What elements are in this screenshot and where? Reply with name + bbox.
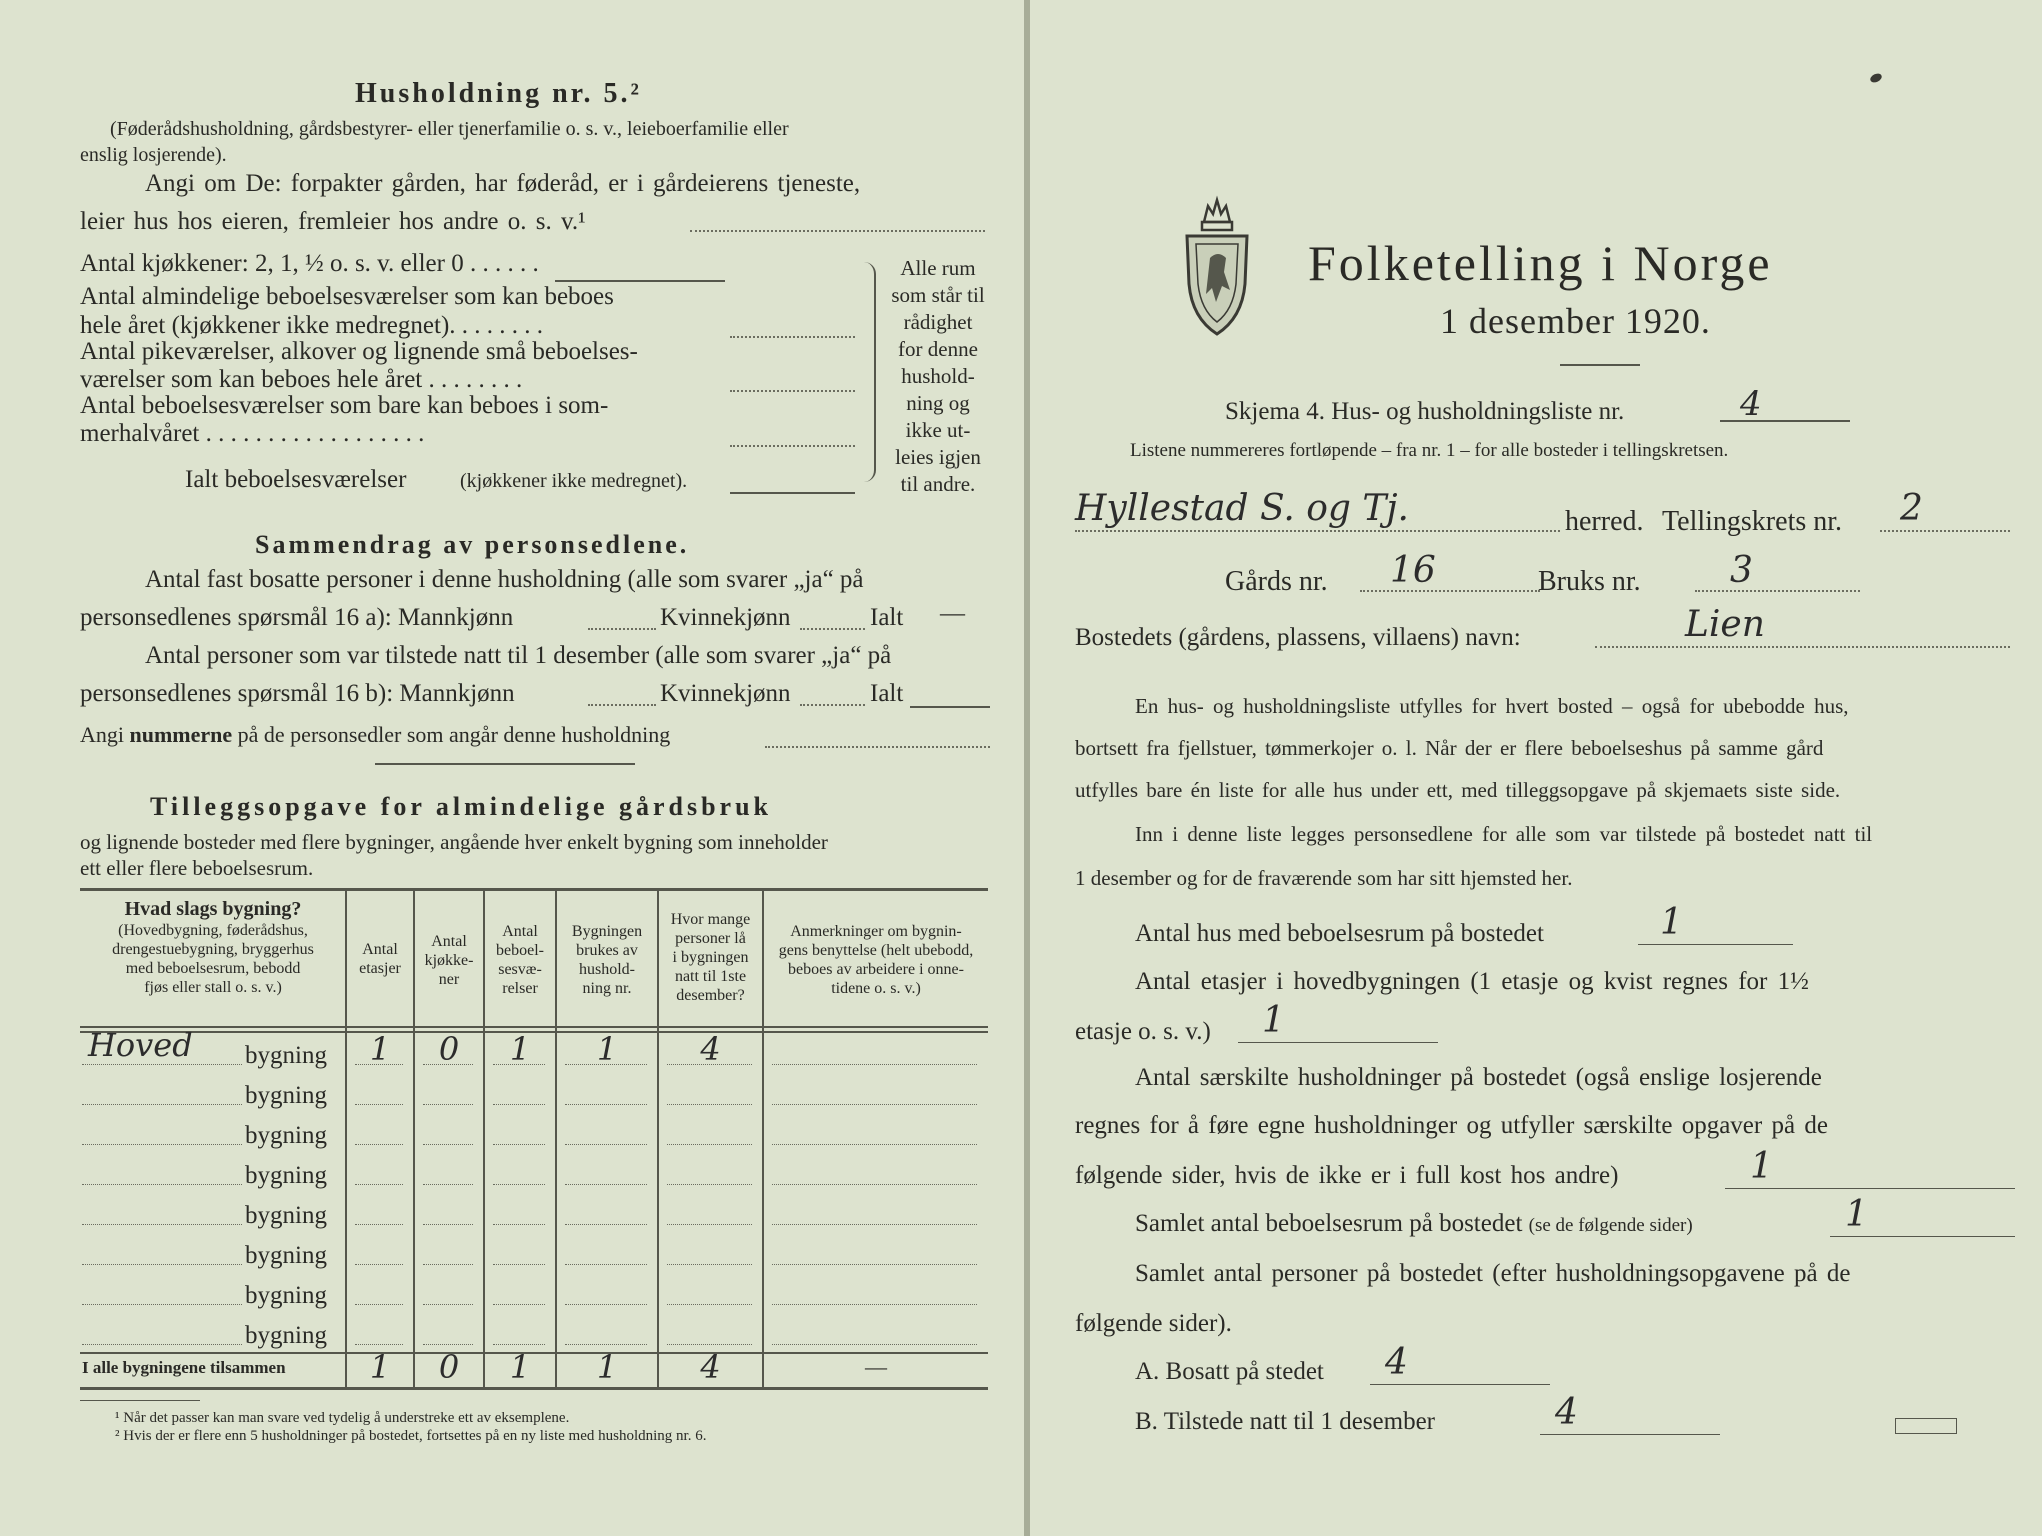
cell-dotted-line (423, 1184, 473, 1185)
cell-dotted-line (772, 1224, 977, 1225)
kvinnekjonn-label: Kvinnekjønn (660, 680, 791, 707)
col-header-line: Antal (431, 933, 467, 950)
cell-kjokkener: 0 (438, 1030, 460, 1068)
answer-line (1370, 1384, 1550, 1385)
col-header-line: med beboelsesrum, bebodd (125, 960, 301, 977)
cell-dotted-line (667, 1344, 752, 1345)
bygning-label: bygning (245, 1162, 327, 1189)
col-header-line: beboel- (496, 942, 544, 959)
bosted-value: Lien (1685, 604, 1765, 645)
cell-husholdning: 1 (596, 1030, 618, 1068)
q-hus: Antal hus med beboelsesrum på bostedet (1135, 920, 1544, 947)
household-title: Husholdning nr. 5.² (355, 78, 642, 109)
tilstede-label: B. Tilstede natt til 1 desember (1135, 1408, 1435, 1435)
building-name: Hoved (88, 1026, 193, 1064)
row-dotted-line (82, 1344, 242, 1345)
brace-note-line: til andre. (900, 472, 976, 496)
rooms-summer-2: merhalvåret . . . . . . . . . . . . . . . . . . (80, 420, 425, 447)
col-header-line: brukes av (576, 942, 638, 959)
q-rum (1135, 1210, 1693, 1238)
cell-dotted-line (493, 1144, 545, 1145)
form-title: Folketelling i Norge (1308, 235, 1773, 291)
col-header-line: etasjer (359, 960, 401, 977)
col-header-husholdning (557, 922, 657, 998)
cell-dotted-line (493, 1184, 545, 1185)
brace-note-line: rådighet (903, 310, 973, 334)
cell-dotted-line (565, 1064, 647, 1065)
cell-dotted-line (667, 1064, 752, 1065)
answer-line (1595, 646, 2010, 648)
ialt-line (910, 706, 990, 708)
instruction-4: Inn i denne liste legges personsedlene for alle som var tilstede på bostedet natt til (1135, 822, 1873, 846)
answer-line (1075, 530, 1560, 532)
row-dotted-line (82, 1264, 242, 1265)
answer-line (1695, 590, 1860, 592)
herred-value: Hyllestad S. og Tj. (1075, 488, 1410, 529)
summary-title: Sammendrag av personsedlene. (255, 530, 690, 559)
cell-dotted-line (772, 1344, 977, 1345)
cell-dotted-line (355, 1224, 403, 1225)
col-header-kjokkener (415, 932, 483, 989)
bygning-label: bygning (245, 1322, 327, 1349)
col-header-personer (659, 910, 762, 1005)
cell-dotted-line (423, 1304, 473, 1305)
supp-sub-1: og lignende bosteder med flere bygninger, angående hver enkelt bygning som inneholder (80, 830, 828, 854)
cell-dotted-line (565, 1104, 647, 1105)
q-personer-2: følgende sider). (1075, 1310, 1232, 1337)
q-husholdninger-3: følgende sider, hvis de ikke er i full kost hos andre) (1075, 1162, 1619, 1189)
cell-dotted-line (493, 1064, 545, 1065)
tilstede-value: 4 (1555, 1392, 1578, 1433)
cell-dotted-line (355, 1264, 403, 1265)
answer-line (730, 445, 855, 447)
row-dotted-line (82, 1064, 242, 1065)
cell-dotted-line (355, 1184, 403, 1185)
q-husholdninger: Antal særskilte husholdninger på bostedet (også enslige losjerende (1135, 1064, 1822, 1091)
divider (375, 763, 635, 765)
brace-note-line: for denne (898, 337, 978, 361)
answer-line (800, 704, 865, 706)
angi-text: Angi om De: forpakter gården, har føderåd, er i gårdeierens tjeneste, (145, 170, 861, 197)
col-header-etasjer (347, 940, 413, 978)
form-date: 1 desember 1920. (1440, 301, 1711, 341)
ialt-label: Ialt (870, 680, 904, 707)
supp-title: Tilleggsopgave for almindelige gårdsbruk (150, 792, 773, 821)
col-header-line: Antal (362, 941, 398, 958)
rooms-small-2: værelser som kan beboes hele året . . . . . . . . (80, 366, 523, 393)
cell-dotted-line (772, 1264, 977, 1265)
cell-dotted-line (772, 1144, 977, 1145)
household-note-2: enslig losjerende). (80, 144, 227, 166)
col-header-line: beboes av arbeidere i onne- (788, 961, 964, 978)
q-personer: Samlet antal personer på bostedet (efter husholdningsopgavene på de (1135, 1260, 1851, 1287)
brace-note-line: leies igjen (895, 445, 981, 469)
footnote-1: ¹ Når det passer kan man svare ved tydelig å understreke ett av eksemplene. (115, 1410, 570, 1426)
rooms-ordinary: Antal almindelige beboelsesværelser som kan beboes (80, 283, 614, 310)
q-hus-value: 1 (1660, 902, 1683, 943)
answer-line (588, 704, 656, 706)
cell-dotted-line (423, 1344, 473, 1345)
total-row-label: I alle bygningene tilsammen (82, 1358, 286, 1377)
cell-dotted-line (667, 1184, 752, 1185)
q-rum-label: Samlet antal beboelsesrum på bostedet (1135, 1210, 1523, 1237)
angi-text-2: leier hus hos eieren, fremleier hos andre o. s. v.¹ (80, 208, 586, 235)
bruks-value: 3 (1730, 550, 1753, 591)
cell-dotted-line (772, 1184, 977, 1185)
cell-dotted-line (565, 1344, 647, 1345)
ialt-value: — (940, 600, 965, 627)
answer-line (555, 280, 725, 282)
col-header-type (82, 900, 344, 997)
cell-dotted-line (565, 1264, 647, 1265)
cell-personer: 4 (700, 1030, 721, 1068)
ialt-label: Ialt (870, 604, 904, 631)
cell-dotted-line (355, 1304, 403, 1305)
ink-spot (1869, 72, 1883, 84)
col-header-line: tidene o. s. v.) (831, 980, 921, 997)
bruks-label: Bruks nr. (1538, 566, 1641, 597)
cell-dotted-line (565, 1144, 647, 1145)
rooms-ordinary-2: hele året (kjøkkener ikke medregnet). . . . . . . . (80, 312, 544, 339)
brace-note-line: hushold- (901, 364, 975, 388)
listene-note: Listene nummereres fortløpende – fra nr. 1 – for alle bosteder i tellingskretsen. (1130, 440, 1729, 461)
col-header-line: hushold- (579, 961, 635, 978)
q-husholdninger-2: regnes for å føre egne husholdninger og utfyller særskilte opgaver på de (1075, 1112, 1828, 1139)
answer-line (1830, 1236, 2015, 1237)
cell-dotted-line (423, 1104, 473, 1105)
answer-line (1360, 590, 1540, 592)
bosatt-value: 4 (1385, 1342, 1408, 1383)
col-header-line: sesvæ- (498, 961, 542, 978)
cell-dotted-line (667, 1224, 752, 1225)
total-anmerkninger: — (865, 1354, 887, 1379)
rooms-summer: Antal beboelsesværelser som bare kan beboes i som- (80, 392, 609, 419)
total-vaerelser: 1 (509, 1348, 531, 1386)
col-header-line: Hvor mange (670, 911, 751, 928)
answer-line (1638, 944, 1793, 945)
brace-note-line: ikke ut- (905, 418, 971, 442)
answer-line (730, 336, 855, 338)
angi-line (690, 230, 985, 232)
brace-note-line: som står til (891, 283, 985, 307)
bygning-label: bygning (245, 1122, 327, 1149)
col-header-line: ner (438, 971, 460, 988)
q-etasjer-2: etasje o. s. v.) (1075, 1018, 1211, 1045)
cell-dotted-line (355, 1144, 403, 1145)
cell-dotted-line (565, 1304, 647, 1305)
col-header-line: Bygningen (571, 923, 643, 940)
col-header-line: personer lå (675, 930, 746, 947)
cell-dotted-line (423, 1224, 473, 1225)
gards-value: 16 (1390, 550, 1436, 591)
col-header-title: Hvad slags bygning? (124, 898, 302, 920)
col-header-line: fjøs eller stall o. s. v.) (144, 979, 282, 996)
answer-line (1725, 1188, 2015, 1189)
instruction-5: 1 desember og for de fraværende som har sitt hjemsted her. (1075, 866, 1573, 890)
cell-dotted-line (772, 1104, 977, 1105)
answer-line (588, 628, 656, 630)
cell-vaerelser: 1 (509, 1030, 531, 1068)
answer-line (765, 746, 990, 748)
answer-line (1540, 1434, 1720, 1435)
row-dotted-line (82, 1224, 242, 1225)
angi-nummerne-pre: Angi (80, 722, 124, 747)
row-dotted-line (82, 1184, 242, 1185)
cell-dotted-line (772, 1304, 977, 1305)
q-etasjer: Antal etasjer i hovedbygningen (1 etasje og kvist regnes for 1½ (1135, 968, 1809, 995)
col-header-line: Anmerkninger om bygnin- (790, 923, 962, 940)
printer-mark (1895, 1418, 1957, 1434)
bosatt-label: A. Bosatt på stedet (1135, 1358, 1324, 1385)
tellingskrets-value: 2 (1900, 488, 1923, 529)
cell-dotted-line (667, 1304, 752, 1305)
instruction-1: En hus- og husholdningsliste utfylles for hvert bosted – også for ubebodde hus, (1135, 694, 1849, 718)
cell-dotted-line (493, 1304, 545, 1305)
instruction-2: bortsett fra fjellstuer, tømmerkojer o. l. Når der er flere beboelseshus på samme gård (1075, 736, 1824, 760)
col-header-line: drengestuebygning, bryggerhus (112, 941, 314, 958)
total-husholdning: 1 (596, 1348, 618, 1386)
bygning-label: bygning (245, 1242, 327, 1269)
col-header-line: natt til 1ste (674, 968, 747, 985)
q-etasjer-value: 1 (1262, 1000, 1285, 1041)
bosted-label: Bostedets (gårdens, plassens, villaens) navn: (1075, 624, 1521, 651)
cell-dotted-line (667, 1264, 752, 1265)
brace-note (878, 255, 998, 498)
cell-dotted-line (493, 1344, 545, 1345)
col-header-line: i bygningen (672, 949, 749, 966)
total-line (730, 492, 855, 494)
answer-line (1720, 420, 1850, 422)
cell-dotted-line (423, 1064, 473, 1065)
cell-etasjer: 1 (369, 1030, 391, 1068)
kvinnekjonn-label: Kvinnekjønn (660, 604, 791, 631)
col-header-line: desember? (676, 987, 745, 1004)
cell-dotted-line (423, 1264, 473, 1265)
answer-line (1238, 1042, 1438, 1043)
answer-line (730, 390, 855, 392)
cell-dotted-line (355, 1344, 403, 1345)
summary-line-2: personsedlenes spørsmål 16 a): Mannkjønn (80, 604, 514, 631)
cell-dotted-line (772, 1064, 977, 1065)
bygning-label: bygning (245, 1202, 327, 1229)
cell-dotted-line (667, 1144, 752, 1145)
cell-dotted-line (355, 1104, 403, 1105)
cell-dotted-line (423, 1144, 473, 1145)
rooms-total: Ialt beboelsesværelser (185, 466, 407, 493)
summary-line-3: Antal personer som var tilstede natt til 1 desember (alle som svarer „ja“ på (145, 642, 892, 669)
total-kjokkener: 0 (438, 1348, 460, 1386)
cell-dotted-line (667, 1104, 752, 1105)
brace (860, 262, 876, 482)
answer-line (1880, 530, 2010, 532)
col-header-vaerelser (485, 922, 555, 998)
household-note: (Føderådshusholdning, gårdsbestyrer- eller tjenerfamilie o. s. v., leieboerfamilie eller (110, 118, 789, 140)
q-rum-value: 1 (1845, 1194, 1868, 1235)
footnote-rule (80, 1400, 200, 1401)
q-husholdninger-value: 1 (1750, 1146, 1773, 1187)
instruction-3: utfylles bare én liste for alle hus under ett, med tilleggsopgave på skjemaets siste side. (1075, 778, 1841, 802)
bygning-label: bygning (245, 1082, 327, 1109)
col-header-line: ning nr. (582, 980, 632, 997)
coat-of-arms-icon (1182, 192, 1252, 340)
total-personer: 4 (700, 1348, 721, 1386)
col-header-line: (Hovedbygning, føderådshus, (118, 922, 308, 939)
angi-nummerne (80, 722, 670, 748)
answer-line (800, 628, 865, 630)
supp-sub-2: ett eller flere beboelsesrum. (80, 856, 314, 880)
summary-line-4: personsedlenes spørsmål 16 b): Mannkjønn (80, 680, 515, 707)
rooms-total-note: (kjøkkener ikke medregnet). (460, 470, 688, 492)
angi-nummerne-bold: nummerne (129, 722, 233, 747)
col-header-anmerkninger (764, 922, 988, 998)
cell-dotted-line (493, 1104, 545, 1105)
rooms-small: Antal pikeværelser, alkover og lignende små beboelses- (80, 338, 638, 365)
brace-note-line: Alle rum (900, 256, 976, 280)
cell-dotted-line (565, 1184, 647, 1185)
cell-dotted-line (493, 1224, 545, 1225)
skjema-label: Skjema 4. Hus- og husholdningsliste nr. (1225, 398, 1625, 425)
row-dotted-line (82, 1104, 242, 1105)
cell-dotted-line (493, 1264, 545, 1265)
angi-nummerne-post: på de personsedler som angår denne husholdning (237, 722, 671, 747)
tellingskrets-label: Tellingskrets nr. (1662, 506, 1843, 537)
col-header-line: gens benyttelse (helt ubebodd, (778, 942, 974, 959)
right-page (1030, 0, 2042, 1536)
q-rum-note: (se de følgende sider) (1528, 1215, 1693, 1236)
col-header-line: relser (502, 980, 538, 997)
cell-dotted-line (355, 1064, 403, 1065)
skjema-number: 4 (1740, 384, 1762, 424)
bygning-label: bygning (245, 1282, 327, 1309)
total-etasjer: 1 (369, 1348, 391, 1386)
col-header-line: kjøkke- (424, 952, 474, 969)
summary-line-1: Antal fast bosatte personer i denne husholdning (alle som svarer „ja“ på (145, 566, 864, 593)
cell-dotted-line (565, 1224, 647, 1225)
gards-label: Gårds nr. (1225, 566, 1328, 597)
row-dotted-line (82, 1144, 242, 1145)
bygning-label: bygning (245, 1042, 327, 1069)
title-rule (1560, 364, 1640, 366)
row-dotted-line (82, 1304, 242, 1305)
footnote-2: ² Hvis der er flere enn 5 husholdninger på bostedet, fortsettes på en ny liste med husholdning nr. 6. (115, 1428, 707, 1444)
col-header-line: Antal (502, 923, 538, 940)
herred-label: herred. (1565, 506, 1644, 537)
rooms-kitchens: Antal kjøkkener: 2, 1, ½ o. s. v. eller 0 . . . . . . (80, 250, 539, 277)
brace-note-line: ning og (906, 391, 970, 415)
